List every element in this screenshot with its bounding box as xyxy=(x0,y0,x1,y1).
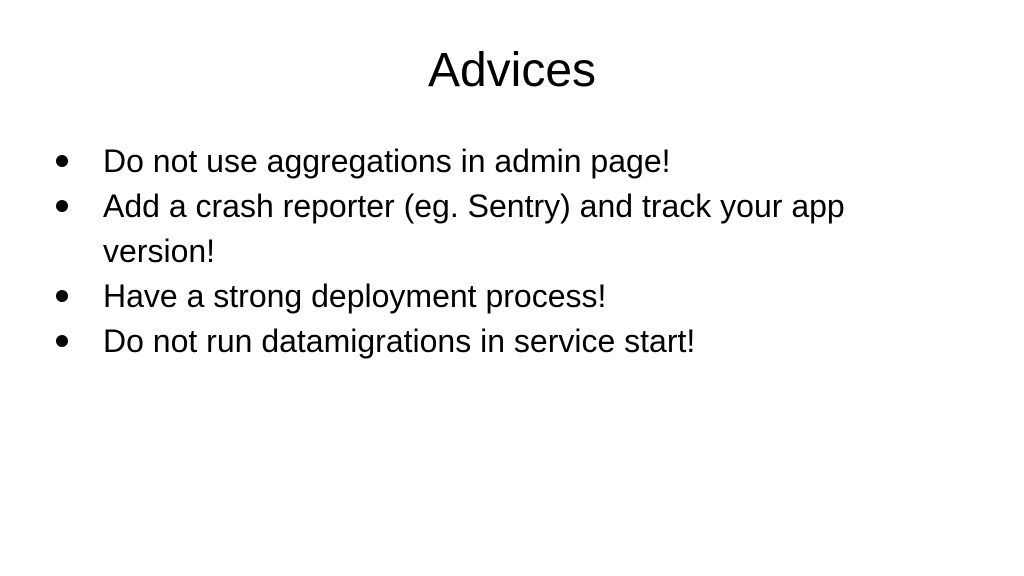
list-item xyxy=(56,274,936,319)
bullet-icon xyxy=(56,335,68,347)
list-item xyxy=(56,184,936,274)
list-item xyxy=(56,319,936,364)
bullet-text: Do not use aggregations in admin page! xyxy=(103,143,671,179)
bullet-text: Do not run datamigrations in service start! xyxy=(103,323,696,359)
bullet-icon xyxy=(56,290,68,302)
bullet-text: Add a crash reporter (eg. Sentry) and track your app version! xyxy=(103,188,845,269)
list-item xyxy=(56,139,936,184)
bullet-list xyxy=(56,139,936,364)
bullet-text: Have a strong deployment process! xyxy=(103,278,607,314)
bullet-icon xyxy=(56,200,68,212)
slide-title: Advices xyxy=(427,44,597,97)
bullet-icon xyxy=(56,155,68,167)
